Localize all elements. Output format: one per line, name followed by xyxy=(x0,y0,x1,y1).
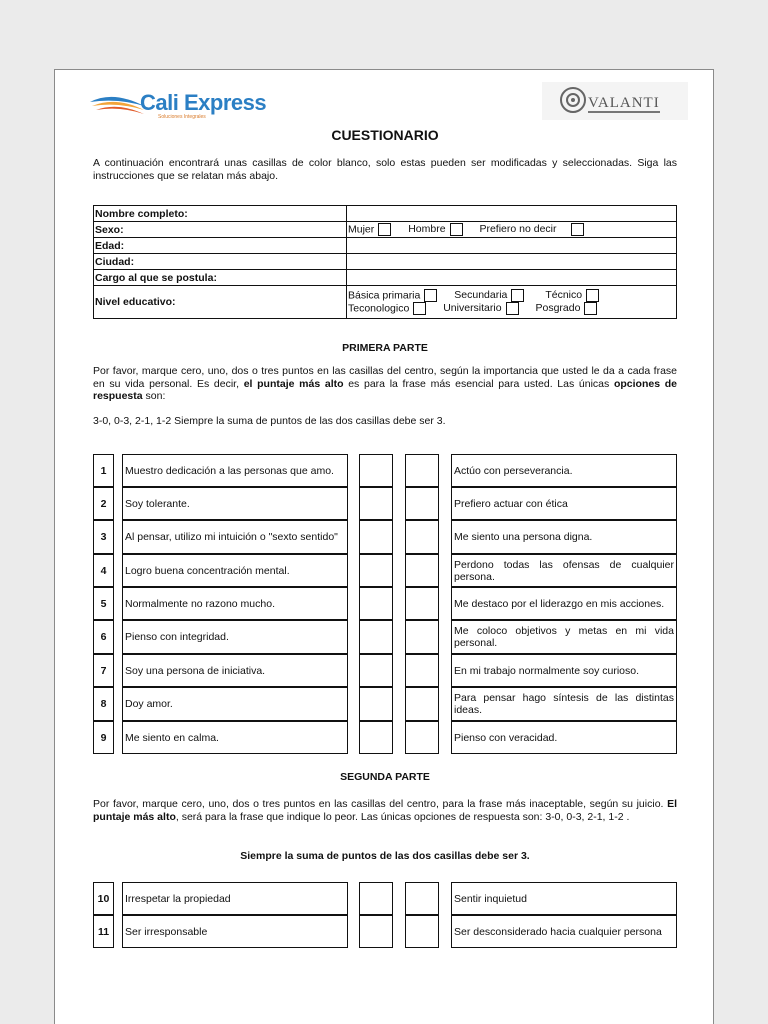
sexo-option-label: Mujer xyxy=(348,223,375,236)
personal-info-table xyxy=(93,205,677,319)
question-number xyxy=(93,520,114,554)
question-number-text: 1 xyxy=(100,464,107,477)
statement-left xyxy=(122,587,348,620)
statement-right-text: Perdono todas las ofensas de cualquier persona. xyxy=(454,558,674,583)
nombre-label: Nombre completo: xyxy=(94,206,347,222)
basica-checkbox[interactable] xyxy=(424,289,437,302)
sexo-option-label: Hombre xyxy=(408,223,446,236)
score-box-left[interactable] xyxy=(359,454,393,487)
score-box-right[interactable] xyxy=(405,487,439,520)
score-box-right[interactable] xyxy=(405,915,439,948)
question-number xyxy=(93,454,114,487)
statement-right-text: Pienso con veracidad. xyxy=(454,731,558,744)
score-box-left[interactable] xyxy=(359,915,393,948)
tecnologico-checkbox[interactable] xyxy=(413,302,426,315)
nivel-options xyxy=(347,286,677,319)
statement-right xyxy=(451,654,677,687)
universitario-checkbox[interactable] xyxy=(506,302,519,315)
question-number xyxy=(93,687,114,721)
valanti-logo xyxy=(542,82,688,120)
statement-right-text: Prefiero actuar con ética xyxy=(454,497,568,510)
question-number xyxy=(93,721,114,754)
part1-instructions: Por favor, marque cero, uno, dos o tres puntos en las casillas del centro, según la importancia que usted le da a cada frase en su vida personal. Es decir, el puntaje más alto es para la frase más esencial para usted. Las únicas opciones de respuesta son: xyxy=(93,365,677,402)
question-number-text: 6 xyxy=(100,631,107,643)
question-number xyxy=(93,620,114,654)
statement-right-text: Me siento una persona digna. xyxy=(454,531,593,543)
statement-right xyxy=(451,454,677,487)
statement-right-text: Sentir inquietud xyxy=(454,892,527,905)
swoosh-icon xyxy=(88,92,146,118)
statement-right-text: En mi trabajo normalmente soy curioso. xyxy=(454,664,639,677)
valanti-name: VALANTI xyxy=(588,95,660,111)
score-box-right[interactable] xyxy=(405,654,439,687)
nivel-label: Nivel educativo: xyxy=(94,286,347,319)
posgrado-checkbox[interactable] xyxy=(584,302,597,315)
hombre-checkbox[interactable] xyxy=(450,223,463,236)
question-number xyxy=(93,554,114,587)
question-number xyxy=(93,915,114,948)
statement-right xyxy=(451,687,677,721)
cargo-label: Cargo al que se postula: xyxy=(94,270,347,286)
score-box-right[interactable] xyxy=(405,454,439,487)
question-number-text: 7 xyxy=(100,664,107,677)
statement-left xyxy=(122,721,348,754)
secundaria-checkbox[interactable] xyxy=(511,289,524,302)
part1-heading: PRIMERA PARTE xyxy=(342,342,428,354)
flower-emblem-icon xyxy=(558,85,588,115)
edad-input[interactable] xyxy=(347,238,677,254)
score-box-right[interactable] xyxy=(405,520,439,554)
question-number-text: 9 xyxy=(100,731,107,744)
nivel-option-label: Teconologico xyxy=(348,302,410,315)
statement-left-text: Soy tolerante. xyxy=(125,497,190,510)
statement-left xyxy=(122,915,348,948)
score-box-right[interactable] xyxy=(405,687,439,721)
ciudad-input[interactable] xyxy=(347,254,677,270)
part2-rule: Siempre la suma de puntos de las dos casillas debe ser 3. xyxy=(240,850,530,862)
statement-left-text: Irrespetar la propiedad xyxy=(125,892,231,905)
question-number-text: 5 xyxy=(100,597,107,610)
question-number-text: 4 xyxy=(100,564,107,577)
question-number xyxy=(93,654,114,687)
statement-right xyxy=(451,554,677,587)
statement-left-text: Muestro dedicación a las personas que amo. xyxy=(125,464,334,477)
question-number xyxy=(93,882,114,915)
brand-name: Cali Express xyxy=(140,90,267,115)
part2-instructions: Por favor, marque cero, uno, dos o tres puntos en las casillas del centro, para la frase más inaceptable, según su juicio. El puntaje más alto, será para la frase que indique lo peor. Las únicas opciones de respuesta son: 3-0, 0-3, 2-1, 1-2 . xyxy=(93,798,677,823)
statement-left xyxy=(122,487,348,520)
statement-left xyxy=(122,687,348,721)
question-number xyxy=(93,487,114,520)
statement-right xyxy=(451,520,677,554)
statement-right xyxy=(451,587,677,620)
prefiero-no-decir-checkbox[interactable] xyxy=(571,223,584,236)
statement-right xyxy=(451,620,677,654)
question-number-text: 2 xyxy=(100,497,107,510)
nombre-input[interactable] xyxy=(347,206,677,222)
statement-right xyxy=(451,487,677,520)
sexo-options xyxy=(347,222,677,238)
nivel-option-label: Posgrado xyxy=(535,302,581,315)
score-box-left[interactable] xyxy=(359,554,393,587)
score-box-left[interactable] xyxy=(359,687,393,721)
cali-express-logo xyxy=(88,88,298,124)
statement-left xyxy=(122,520,348,554)
score-box-left[interactable] xyxy=(359,620,393,654)
statement-right xyxy=(451,721,677,754)
statement-left-text: Ser irresponsable xyxy=(125,925,208,938)
nivel-option-label: Técnico xyxy=(545,289,583,301)
statement-right-text: Ser desconsiderado hacia cualquier persona xyxy=(454,925,662,938)
statement-left xyxy=(122,554,348,587)
brand-tagline: Soluciones Integrales xyxy=(158,114,206,120)
part2-heading: SEGUNDA PARTE xyxy=(340,771,430,783)
edad-label: Edad: xyxy=(94,238,347,254)
statement-left-text: Al pensar, utilizo mi intuición o "sexto sentido" xyxy=(125,531,338,543)
statement-right-text: Para pensar hago síntesis de las distintas ideas. xyxy=(454,692,674,716)
page-title: CUESTIONARIO xyxy=(331,127,439,143)
score-box-right[interactable] xyxy=(405,882,439,915)
score-box-left[interactable] xyxy=(359,721,393,754)
score-box-left[interactable] xyxy=(359,587,393,620)
document-page xyxy=(54,69,714,1024)
statement-right-text: Me coloco objetivos y metas en mi vida personal. xyxy=(454,625,674,649)
statement-left xyxy=(122,654,348,687)
statement-right xyxy=(451,915,677,948)
mujer-checkbox[interactable] xyxy=(378,223,391,236)
score-box-left[interactable] xyxy=(359,487,393,520)
ciudad-label: Ciudad: xyxy=(94,254,347,270)
statement-left-text: Doy amor. xyxy=(125,698,173,710)
sexo-option-label: Prefiero no decir xyxy=(479,223,557,236)
tecnico-checkbox[interactable] xyxy=(586,289,599,302)
question-number-text: 8 xyxy=(100,698,107,710)
statement-left xyxy=(122,620,348,654)
nivel-option-label: Básica primaria xyxy=(348,289,421,301)
question-number-text: 3 xyxy=(100,531,107,543)
nivel-option-label: Universitario xyxy=(443,302,502,315)
statement-left-text: Normalmente no razono mucho. xyxy=(125,597,275,610)
nivel-option-label: Secundaria xyxy=(454,289,508,301)
score-box-right[interactable] xyxy=(405,721,439,754)
score-box-left[interactable] xyxy=(359,520,393,554)
statement-left-text: Pienso con integridad. xyxy=(125,631,229,643)
statement-left-text: Me siento en calma. xyxy=(125,731,219,744)
cargo-input[interactable] xyxy=(347,270,677,286)
score-box-left[interactable] xyxy=(359,654,393,687)
statement-left xyxy=(122,882,348,915)
statement-left-text: Logro buena concentración mental. xyxy=(125,564,290,577)
sexo-label: Sexo: xyxy=(94,222,347,238)
question-number-text: 11 xyxy=(97,925,110,938)
score-box-right[interactable] xyxy=(405,620,439,654)
statement-left xyxy=(122,454,348,487)
score-box-left[interactable] xyxy=(359,882,393,915)
statement-right-text: Me destaco por el liderazgo en mis acciones. xyxy=(454,597,665,610)
statement-right-text: Actúo con perseverancia. xyxy=(454,464,573,477)
question-number xyxy=(93,587,114,620)
score-box-right[interactable] xyxy=(405,587,439,620)
score-box-right[interactable] xyxy=(405,554,439,587)
question-number-text: 10 xyxy=(97,892,110,905)
part1-rule: 3-0, 0-3, 2-1, 1-2 Siempre la suma de puntos de las dos casillas debe ser 3. xyxy=(93,415,446,427)
statement-right xyxy=(451,882,677,915)
intro-text: A continuación encontrará unas casillas de color blanco, solo estas pueden ser modificadas y seleccionadas. Siga las instrucciones que se relatan más abajo. xyxy=(93,157,677,182)
statement-left-text: Soy una persona de iniciativa. xyxy=(125,664,266,677)
